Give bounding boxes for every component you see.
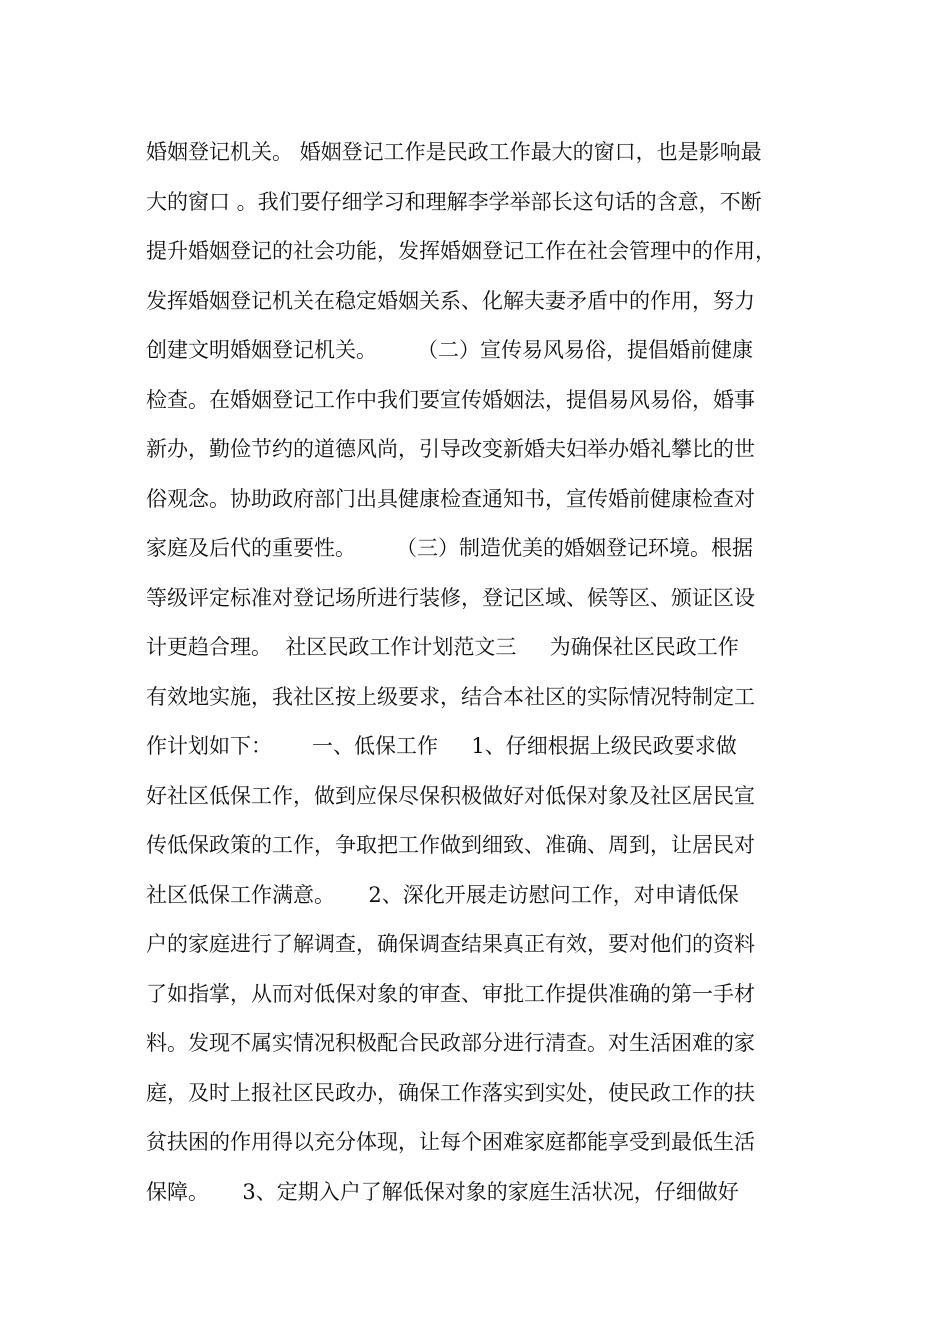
text-line: 保障。 3、定期入户了解低保对象的家庭生活状况，仔细做好 bbox=[146, 1179, 739, 1204]
text-line: 社区低保工作满意。 2、深化开展走访慰问工作，对申请低保 bbox=[146, 882, 739, 907]
text-line: 等级评定标准对登记场所进行装修，登记区域、候等区、颁证区设 bbox=[146, 585, 755, 610]
text-line: 检查。在婚姻登记工作中我们要宣传婚姻法，提倡易风易俗，婚事 bbox=[146, 387, 755, 412]
text-line: 创建文明婚姻登记机关。 （二）宣传易风易俗，提倡婚前健康 bbox=[146, 338, 754, 362]
text-line: 大的窗口 。我们要仔细学习和理解李学举部长这句话的含意，不断 bbox=[146, 189, 762, 214]
text-line: 提升婚姻登记的社会功能，发挥婚姻登记工作在社会管理中的作用， bbox=[146, 239, 776, 263]
text-line: 俗观念。协助政府部门出具健康检查通知书，宣传婚前健康检查对 bbox=[146, 486, 755, 511]
text-line: 了如指掌，从而对低保对象的审查、审批工作提供准确的第一手材 bbox=[146, 981, 755, 1006]
text-line: 有效地实施，我社区按上级要求，结合本社区的实际情况特制定工 bbox=[146, 684, 755, 709]
body-text bbox=[146, 128, 826, 1217]
text-line: 户的家庭进行了解调查，确保调查结果真正有效，要对他们的资料 bbox=[146, 932, 755, 956]
text-line: 作计划如下： 一、低保工作 1、仔细根据上级民政要求做 bbox=[146, 734, 737, 758]
text-line: 料。发现不属实情况积极配合民政部分进行清查。对生活困难的家 bbox=[146, 1031, 755, 1055]
text-line: 新办，勤俭节约的道德风尚，引导改变新婚夫妇举办婚礼攀比的世 bbox=[146, 437, 755, 461]
text-line: 贫扶困的作用得以充分体现，让每个困难家庭都能享受到最低生活 bbox=[146, 1130, 755, 1154]
text-line: 计更趋合理。 社区民政工作计划范文三 为确保社区民政工作 bbox=[146, 635, 739, 659]
text-line: 婚姻登记机关。 婚姻登记工作是民政工作最大的窗口，也是影响最 bbox=[146, 140, 762, 164]
text-line: 好社区低保工作，做到应保尽保积极做好对低保对象及社区居民宣 bbox=[146, 783, 755, 808]
text-line: 庭，及时上报社区民政办，确保工作落实到实处，使民政工作的扶 bbox=[146, 1080, 755, 1105]
text-line: 发挥婚姻登记机关在稳定婚姻关系、化解夫妻矛盾中的作用，努力 bbox=[146, 288, 755, 313]
text-line: 家庭及后代的重要性。 （三）制造优美的婚姻登记环境。根据 bbox=[146, 536, 754, 560]
text-line: 传低保政策的工作，争取把工作做到细致、准确、周到，让居民对 bbox=[146, 833, 755, 857]
